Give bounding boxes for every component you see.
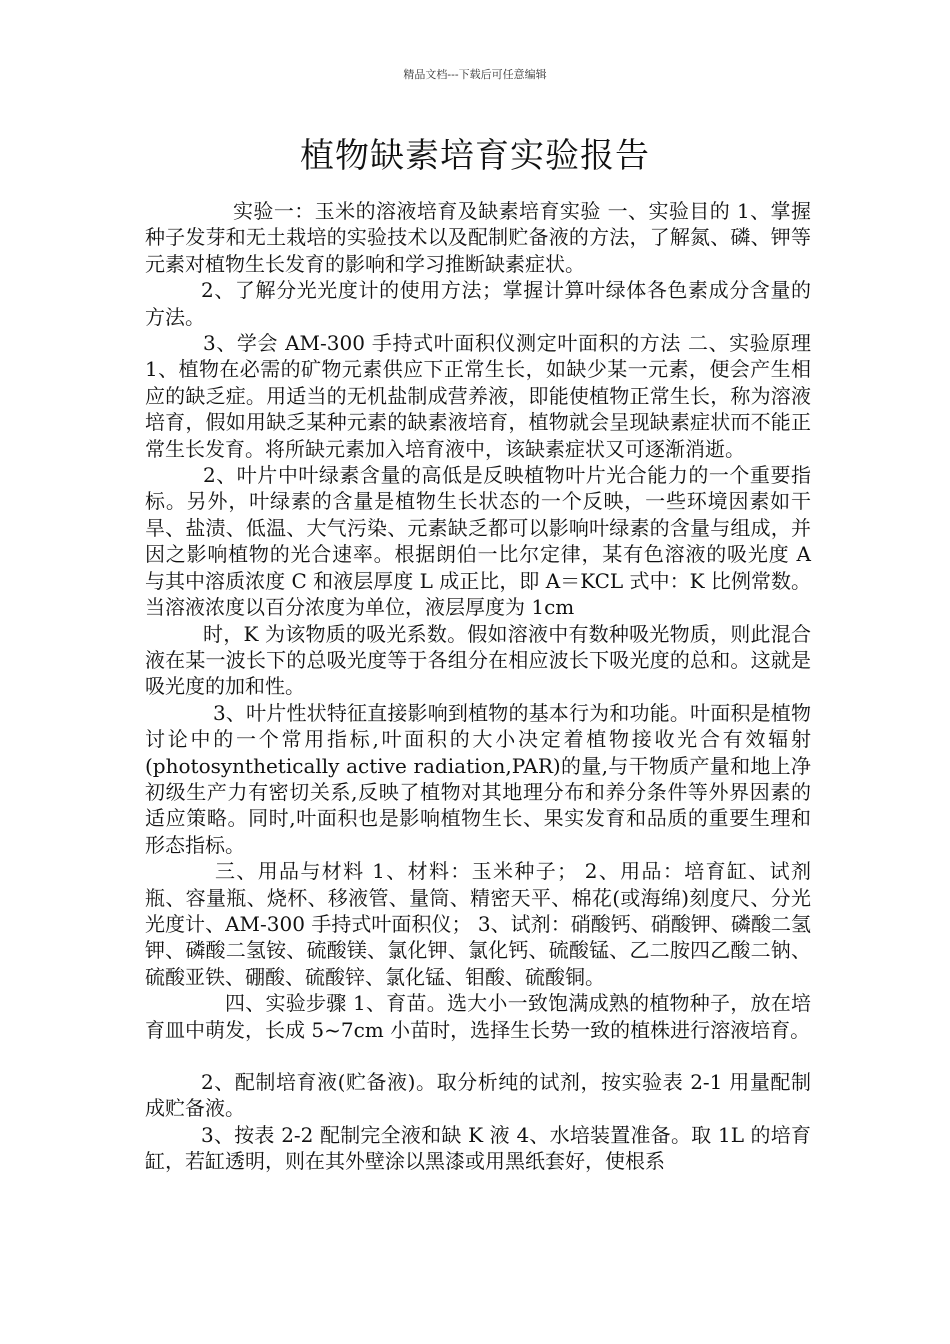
paragraph-gap (145, 1043, 811, 1069)
body-paragraph: 2、叶片中叶绿素含量的高低是反映植物叶片光合能力的一个重要指标。另外，叶绿素的含量是植物生长状态的一个反映，一些环境因素如干旱、盐渍、低温、大气污染、元素缺乏都可以影响叶绿素的含量与组成，并因之影响植物的光合速率。根据朗伯一比尔定律，某有色溶液的吸光度 A 与其中溶质浓度 C 和液层厚度 L 成正比，即 A＝KCL 式中：K 比例常数。当溶液浓度以百分浓度为单位，液层厚度为 1cm (145, 463, 811, 620)
page-header-note: 精品文档---下载后可任意编辑 (403, 68, 547, 81)
body-paragraph: 3、叶片性状特征直接影响到植物的基本行为和功能。叶面积是植物讨论中的一个常用指标,叶面积的大小决定着植物接收光合有效辐射(photosynthetically active radiation,PAR)的量,与干物质产量和地上净初级生产力有密切关系,反映了植物对其地理分布和养分条件等外界因素的适应策略。同时,叶面积也是影响植物生长、果实发育和品质的重要生理和形态指标。 (145, 700, 811, 857)
document-body (145, 198, 811, 1175)
body-paragraph: 三、用品与材料 1、材料：玉米种子； 2、用品：培育缸、试剂瓶、容量瓶、烧杯、移液管、量筒、精密天平、棉花(或海绵)刻度尺、分光光度计、AM-300 手持式叶面积仪； 3、试剂：硝酸钙、硝酸钾、磷酸二氢钾、磷酸二氢铵、硫酸镁、氯化钾、氯化钙、硫酸锰、乙二胺四乙酸二钠、硫酸亚铁、硼酸、硫酸锌、氯化锰、钼酸、硫酸铜。 (145, 859, 811, 989)
document-title: 植物缺素培育实验报告 (300, 136, 650, 176)
body-paragraph: 四、实验步骤 1、育苗。选大小一致饱满成熟的植物种子，放在培育皿中萌发，长成 5~7cm 小苗时，选择生长势一致的植株进行溶液培育。 (145, 991, 811, 1042)
body-paragraph: 2、了解分光光度计的使用方法；掌握计算叶绿体各色素成分含量的方法。 (145, 278, 811, 329)
body-paragraph: 时，K 为该物质的吸光系数。假如溶液中有数种吸光物质，则此混合液在某一波长下的总吸光度等于各组分在相应波长下吸光度的总和。这就是吸光度的加和性。 (145, 621, 811, 699)
body-paragraph: 3、按表 2-2 配制完全液和缺 K 液 4、水培装置准备。取 1L 的培育缸，若缸透明，则在其外壁涂以黑漆或用黑纸套好，使根系 (145, 1122, 811, 1174)
body-paragraph: 2、配制培育液(贮备液)。取分析纯的试剂，按实验表 2-1 用量配制成贮备液。 (145, 1070, 811, 1121)
body-paragraph: 3、学会 AM-300 手持式叶面积仪测定叶面积的方法 二、实验原理 1、植物在必需的矿物元素供应下正常生长，如缺少某一元素，便会产生相应的缺乏症。用适当的无机盐制成营养液，即能使植物正常生长，称为溶液培育，假如用缺乏某种元素的缺素液培育，植物就会呈现缺素症状而不能正常生长发育。将所缺元素加入培育液中，该缺素症状又可逐渐消逝。 (145, 331, 811, 461)
body-paragraph: 实验一：玉米的溶液培育及缺素培育实验 一、实验目的 1、掌握种子发芽和无土栽培的实验技术以及配制贮备液的方法，了解氮、磷、钾等元素对植物生长发育的影响和学习推断缺素症状。 (145, 199, 811, 276)
